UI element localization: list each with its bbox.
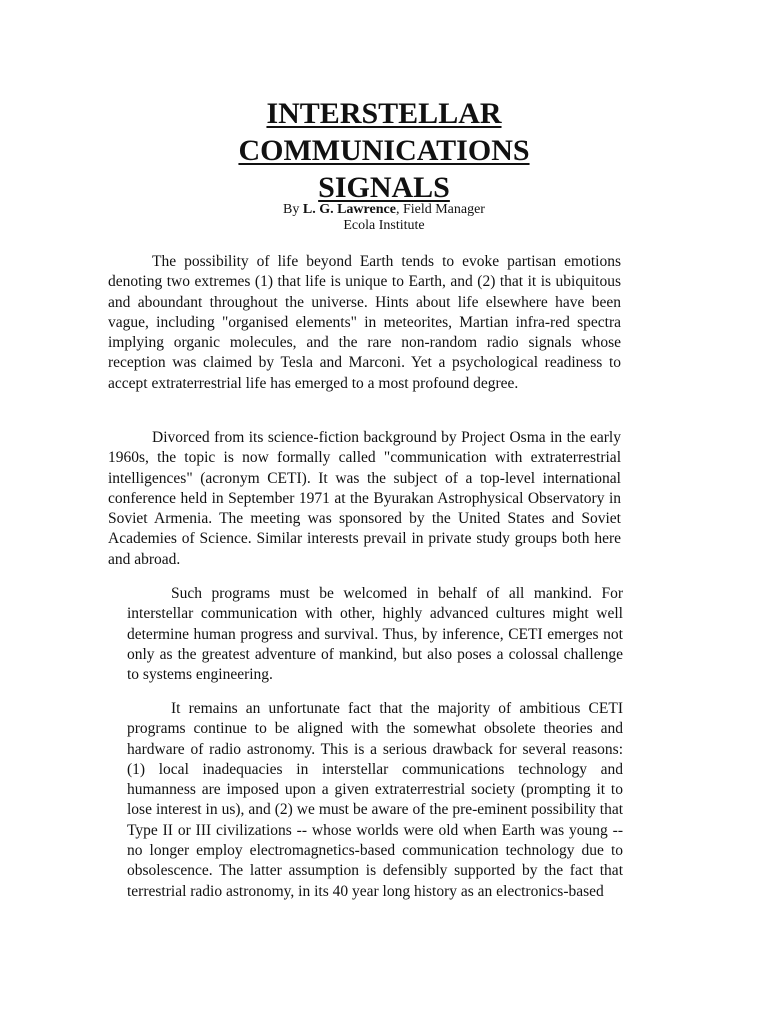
document-title <box>0 95 768 206</box>
paragraph-4: It remains an unfortunate fact that the majority of ambitious CETI programs continue to be aligned with the somewhat obsolete theories and hardware of radio astronomy. This is a serious drawback for several reasons: (1) local inadequacies in interstellar communications technology and humanness are imposed upon a given extraterrestrial society (prompting it to lose interest in us), and (2) we must be aware of the pre-eminent possibility that Type II or III civilizations -- whose worlds were old when Earth was young -- no longer employ electromagnetics-based communication technology due to obsolescence. The latter assumption is defensibly supported by the fact that terrestrial radio astronomy, in its 40 year long history as an electronics-based <box>127 700 623 900</box>
author-role: , Field Manager <box>395 202 485 217</box>
paragraph-1: The possibility of life beyond Earth tends to evoke partisan emotions denoting two extremes (1) that life is unique to Earth, and (2) that it is ubiquitous and aboundant throughout the universe. Hints about life elsewhere have been vague, including "organised elements" in meteorites, Martian infra-red spectra implying organic molecules, and the rare non-random radio signals whose reception was claimed by Tesla and Marconi. Yet a psychological readiness to accept extraterrestrial life has emerged to a most profound degree. <box>108 253 621 392</box>
title-line-2: COMMUNICATIONS <box>238 134 530 167</box>
byline <box>0 202 768 234</box>
title-line-1: INTERSTELLAR <box>266 97 502 130</box>
institute-name: Ecola Institute <box>343 218 425 233</box>
byline-author-line <box>0 202 768 218</box>
author-name: L. G. Lawrence <box>302 202 396 217</box>
paragraph-2: Divorced from its science-fiction background by Project Osma in the early 1960s, the topic is now formally called "communication with extraterrestrial intelligences" (acronym CETI). It was the subject of a top-level international conference held in September 1971 at the Byurakan Astrophysical Observatory in Soviet Armenia. The meeting was sponsored by the United States and Soviet Academies of Science. Similar interests prevail in private study groups both here and abroad. <box>108 429 621 568</box>
title-line-3: SIGNALS <box>318 171 450 204</box>
byline-prefix: By <box>283 202 303 217</box>
paragraph-3: Such programs must be welcomed in behalf of all mankind. For interstellar communication with other, highly advanced cultures might well determine human progress and survival. Thus, by inference, CETI emerges not only as the greatest adventure of mankind, but also poses a colossal challenge to systems engineering. <box>127 585 623 684</box>
